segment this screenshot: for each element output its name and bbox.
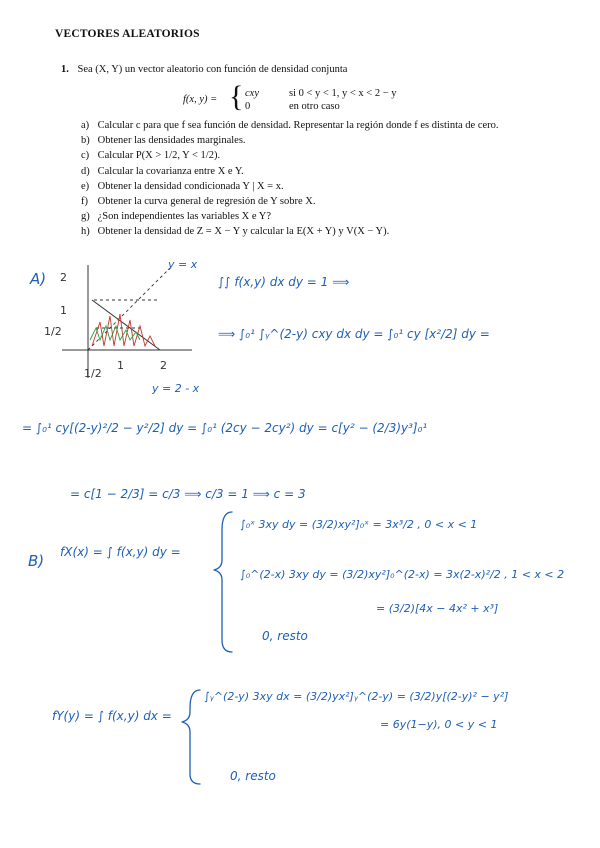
formula-brace: { — [229, 80, 244, 113]
hand-line-2: ⟹ ∫₀¹ ∫ᵧ^(2-y) cxy dx dy = ∫₀¹ cy [x²/2] dy = — [218, 327, 490, 341]
fy-brace — [182, 690, 200, 784]
line-y-equals-2-minus-x — [92, 300, 160, 350]
fx-case-1: ∫₀ˣ 3xy dy = (3/2)xy²]₀ˣ = 3x³/2 , 0 < x < 1 — [240, 518, 478, 531]
list-item: f) Obtener la curva general de regresión de Y sobre X. — [81, 195, 316, 207]
formula-row-1-expr: cxy — [245, 88, 259, 99]
fy-case-2: 0, resto — [230, 769, 276, 783]
formula-row-2-expr: 0 — [245, 101, 251, 112]
fx-case-2: ∫₀^(2-x) 3xy dy = (3/2)xy²]₀^(2-x) = 3x(2-x)²/2 , 1 < x < 2 — [240, 568, 565, 581]
hand-line-1: ∫∫ f(x,y) dx dy = 1 ⟹ — [218, 275, 350, 289]
part-a-label: A) — [30, 270, 47, 288]
fy-lhs: fY(y) = ∫ f(x,y) dx = — [52, 709, 172, 723]
fx-brace — [214, 512, 232, 652]
fx-lhs: fX(x) = ∫ f(x,y) dy = — [60, 545, 181, 559]
hand-line-4: = c[1 − 2/3] = c/3 ⟹ c/3 = 1 ⟹ c = 3 — [70, 487, 306, 501]
list-item: b) Obtener las densidades marginales. — [81, 135, 246, 147]
label-y-equals-2-minus-x: y = 2 - x — [152, 382, 200, 395]
y-tick: 1 — [60, 304, 67, 317]
page-title: VECTORES ALEATORIOS — [55, 28, 200, 40]
region-sketch — [44, 258, 200, 395]
formula-lhs: f(x, y) = — [183, 94, 218, 105]
formula-row-1-cond: si 0 < y < 1, y < x < 2 − y — [289, 88, 397, 99]
list-item: g) ¿Son independientes las variables X e Y? — [81, 211, 272, 223]
fy-case-1-result: = 6y(1−y), 0 < y < 1 — [380, 718, 498, 731]
problem-text: Sea (X, Y) un vector aleatorio con función de densidad conjunta — [77, 64, 348, 75]
formula-row-2-cond: en otro caso — [289, 101, 340, 112]
fy-case-1: ∫ᵧ^(2-y) 3xy dx = (3/2)yx²]ᵧ^(2-y) = (3/2)y[(2-y)² − y²] — [204, 690, 509, 703]
x-tick: 1 — [117, 359, 124, 372]
y-tick: 1/2 — [44, 325, 62, 338]
hand-line-3: = ∫₀¹ cy[(2-y)²/2 − y²/2] dy = ∫₀¹ (2cy − 2cy²) dy = c[y² − (2/3)y³]₀¹ — [22, 421, 428, 435]
list-item: c) Calcular P(X > 1/2, Y < 1/2). — [81, 150, 221, 162]
label-y-equals-x: y = x — [168, 258, 198, 271]
fx-case-2-expanded: = (3/2)[4x − 4x² + x³] — [376, 602, 499, 615]
problem-number: 1. — [61, 64, 69, 75]
red-hatching — [92, 314, 155, 346]
list-item: a) Calcular c para que f sea función de densidad. Representar la región donde f es distinta de cero. — [81, 120, 499, 131]
list-item: d) Calcular la covarianza entre X e Y. — [81, 165, 244, 177]
y-tick: 2 — [60, 271, 67, 284]
x-tick: 1/2 — [84, 367, 102, 380]
fx-case-3: 0, resto — [262, 629, 308, 643]
x-tick: 2 — [160, 359, 167, 372]
part-b-label: B) — [28, 552, 45, 570]
list-item: h) Obtener la densidad de Z = X − Y y calcular la E(X + Y) y V(X − Y). — [81, 226, 390, 238]
list-item: e) Obtener la densidad condicionada Y | X = x. — [81, 180, 284, 192]
